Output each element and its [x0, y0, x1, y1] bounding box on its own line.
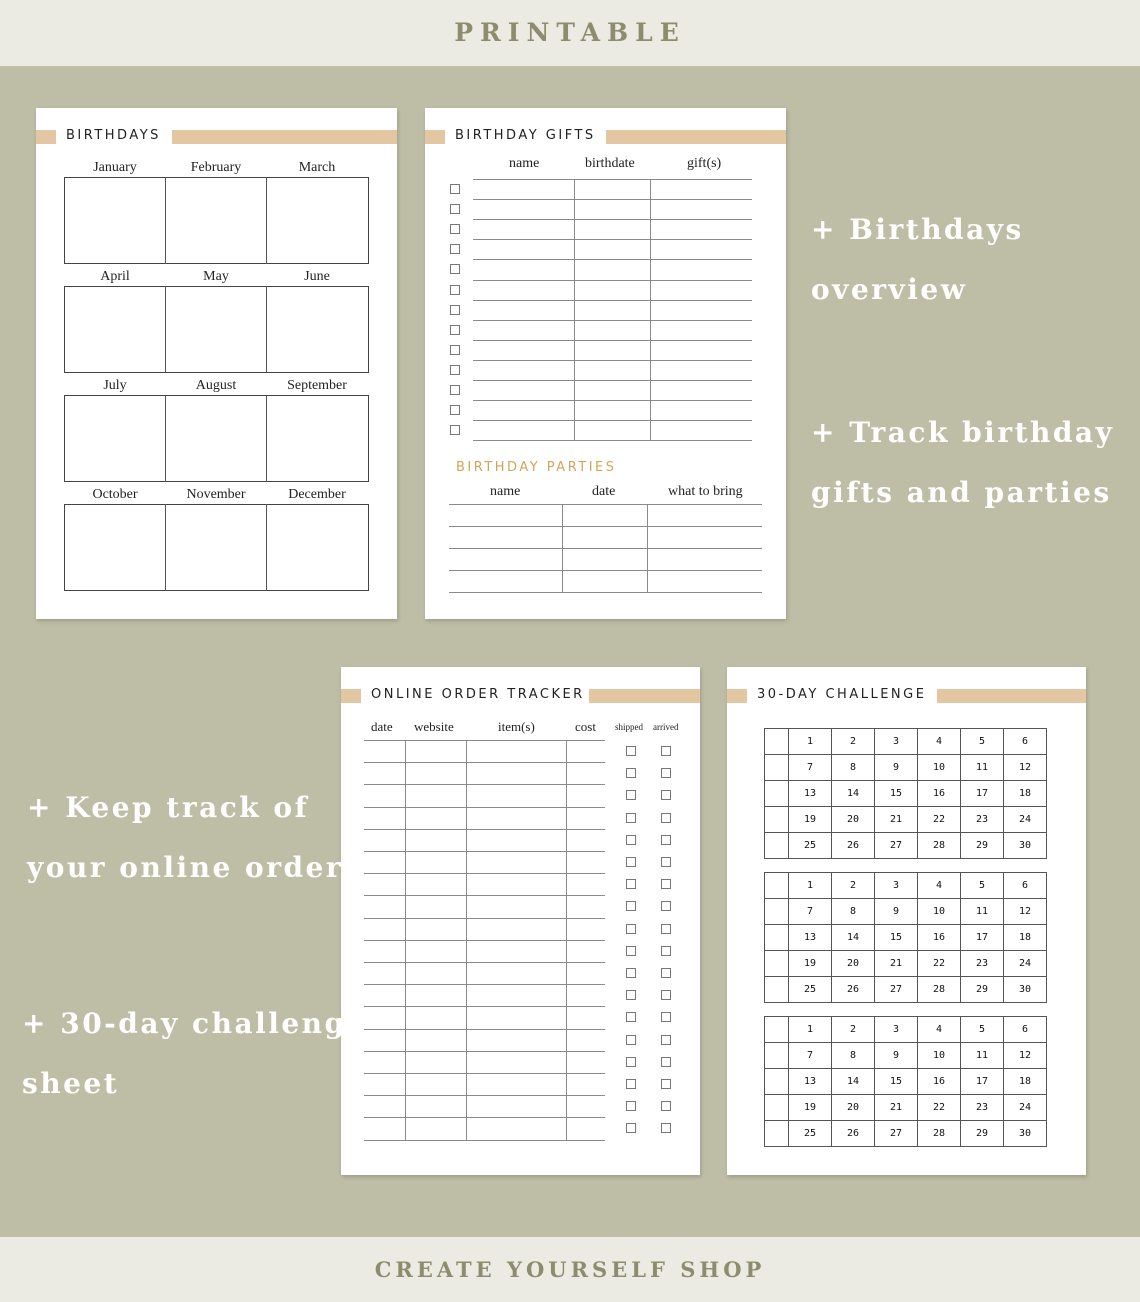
month-divider: [165, 504, 166, 591]
order-row-line: [364, 1117, 605, 1118]
challenge-row-label: [765, 755, 789, 781]
order-column-divider: [566, 740, 567, 1140]
challenge-day-cell[interactable]: 9: [875, 1043, 918, 1069]
gift-row-line: [473, 440, 752, 441]
challenge-day-cell[interactable]: 15: [875, 925, 918, 951]
party-row-line: [449, 548, 762, 549]
challenge-day-cell[interactable]: 5: [961, 729, 1004, 755]
challenge-day-cell[interactable]: 10: [918, 755, 961, 781]
shipped-checkbox[interactable]: [626, 1035, 636, 1045]
shipped-checkbox[interactable]: [626, 857, 636, 867]
promo-line: overview: [811, 273, 968, 306]
challenge-day-cell[interactable]: 4: [918, 729, 961, 755]
challenge-day-cell[interactable]: 2: [832, 1017, 875, 1043]
challenge-day-cell[interactable]: 18: [1004, 925, 1047, 951]
gift-column-divider: [650, 179, 651, 440]
order-row-line: [364, 851, 605, 852]
challenge-row: [765, 781, 1047, 807]
column-header-date: date: [371, 719, 393, 734]
30-day-challenge-sheet: [727, 667, 1086, 1175]
challenge-day-cell[interactable]: 28: [918, 1121, 961, 1147]
gift-row-line: [473, 300, 752, 301]
challenge-day-cell[interactable]: 30: [1004, 1121, 1047, 1147]
order-row-line: [364, 784, 605, 785]
gift-checkbox[interactable]: [450, 345, 460, 355]
order-row-line: [364, 940, 605, 941]
challenge-day-cell[interactable]: 8: [832, 1043, 875, 1069]
challenge-row-label: [765, 951, 789, 977]
challenge-row-label: [765, 1017, 789, 1043]
challenge-day-cell[interactable]: 13: [789, 925, 832, 951]
gift-row-line: [473, 400, 752, 401]
sheet-title: BIRTHDAY GIFTS: [455, 128, 596, 143]
promo-line: gifts and parties: [811, 476, 1112, 509]
challenge-row: [765, 755, 1047, 781]
challenge-row: [765, 807, 1047, 833]
month-label: August: [195, 378, 237, 393]
order-row-line: [364, 1029, 605, 1030]
challenge-day-cell[interactable]: 22: [918, 951, 961, 977]
parties-column-date: date: [592, 484, 616, 499]
challenge-row-label: [765, 1121, 789, 1147]
parties-column-what-to-bring: what to bring: [668, 484, 743, 499]
gift-checkbox[interactable]: [450, 425, 460, 435]
challenge-day-cell[interactable]: 3: [875, 1017, 918, 1043]
challenge-day-cell[interactable]: 2: [832, 729, 875, 755]
gift-checkbox[interactable]: [450, 244, 460, 254]
challenge-row-label: [765, 925, 789, 951]
shipped-checkbox[interactable]: [626, 790, 636, 800]
challenge-day-cell[interactable]: 21: [875, 1095, 918, 1121]
challenge-day-cell[interactable]: 10: [918, 899, 961, 925]
month-label: November: [186, 487, 246, 502]
shipped-checkbox[interactable]: [626, 768, 636, 778]
challenge-row: [765, 1095, 1047, 1121]
gift-row-line: [473, 280, 752, 281]
gift-checkbox[interactable]: [450, 365, 460, 375]
birthdays-sheet: [36, 108, 397, 619]
challenge-day-cell[interactable]: 7: [789, 755, 832, 781]
promo-birthdays: [811, 200, 1024, 320]
party-row-line: [449, 526, 762, 527]
gift-checkbox[interactable]: [450, 325, 460, 335]
shipped-checkbox[interactable]: [626, 1123, 636, 1133]
order-row-line: [364, 762, 605, 763]
sheet-title: 30-DAY CHALLENGE: [757, 687, 927, 702]
challenge-day-cell[interactable]: 27: [875, 977, 918, 1003]
shipped-checkbox[interactable]: [626, 1101, 636, 1111]
shipped-checkbox[interactable]: [626, 1079, 636, 1089]
shipped-checkbox[interactable]: [626, 879, 636, 889]
challenge-day-cell[interactable]: 17: [961, 925, 1004, 951]
arrived-checkbox[interactable]: [661, 901, 671, 911]
challenge-day-cell[interactable]: 29: [961, 977, 1004, 1003]
arrived-checkbox[interactable]: [661, 746, 671, 756]
challenge-row-label: [765, 729, 789, 755]
sheet-title: BIRTHDAYS: [66, 128, 161, 143]
month-label: January: [93, 160, 137, 175]
arrived-checkbox[interactable]: [661, 835, 671, 845]
challenge-day-cell[interactable]: 23: [961, 951, 1004, 977]
challenge-day-cell[interactable]: 23: [961, 1095, 1004, 1121]
order-row-line: [364, 895, 605, 896]
challenge-row: [765, 1069, 1047, 1095]
challenge-day-cell[interactable]: 4: [918, 1017, 961, 1043]
party-column-divider: [647, 504, 648, 592]
gift-checkbox[interactable]: [450, 305, 460, 315]
challenge-day-cell[interactable]: 21: [875, 951, 918, 977]
challenge-day-cell[interactable]: 1: [789, 1017, 832, 1043]
gift-checkbox[interactable]: [450, 385, 460, 395]
month-label: April: [100, 269, 130, 284]
challenge-day-cell[interactable]: 30: [1004, 833, 1047, 859]
challenge-day-cell[interactable]: 16: [918, 781, 961, 807]
challenge-day-cell[interactable]: 17: [961, 781, 1004, 807]
banner-title: PRINTABLE: [454, 18, 686, 47]
challenge-day-cell[interactable]: 25: [789, 977, 832, 1003]
arrived-checkbox[interactable]: [661, 946, 671, 956]
challenge-day-cell[interactable]: 25: [789, 1121, 832, 1147]
arrived-checkbox[interactable]: [661, 1079, 671, 1089]
challenge-day-cell[interactable]: 16: [918, 1069, 961, 1095]
challenge-day-cell[interactable]: 20: [832, 1095, 875, 1121]
challenge-day-cell[interactable]: 20: [832, 807, 875, 833]
month-divider: [165, 286, 166, 373]
promo-orders: [27, 778, 361, 898]
challenge-day-cell[interactable]: 19: [789, 951, 832, 977]
column-header-birthdate: birthdate: [585, 156, 635, 171]
challenge-day-cell[interactable]: 6: [1004, 873, 1047, 899]
arrived-checkbox[interactable]: [661, 924, 671, 934]
challenge-row-label: [765, 781, 789, 807]
challenge-day-cell[interactable]: 26: [832, 977, 875, 1003]
gift-row-line: [473, 219, 752, 220]
parties-title: BIRTHDAY PARTIES: [456, 460, 617, 475]
challenge-day-cell[interactable]: 14: [832, 1069, 875, 1095]
challenge-row-label: [765, 1043, 789, 1069]
challenge-day-cell[interactable]: 14: [832, 781, 875, 807]
party-column-divider: [562, 504, 563, 592]
arrived-checkbox[interactable]: [661, 790, 671, 800]
arrived-checkbox[interactable]: [661, 879, 671, 889]
challenge-day-cell[interactable]: 5: [961, 873, 1004, 899]
month-label: February: [190, 160, 242, 175]
challenge-day-cell[interactable]: 30: [1004, 977, 1047, 1003]
challenge-day-cell[interactable]: 13: [789, 1069, 832, 1095]
shipped-checkbox[interactable]: [626, 746, 636, 756]
challenge-day-cell[interactable]: 9: [875, 755, 918, 781]
arrived-checkbox[interactable]: [661, 857, 671, 867]
party-row-line: [449, 570, 762, 571]
column-header-items: item(s): [498, 719, 535, 734]
online-order-tracker-sheet: [341, 667, 700, 1175]
header-accent-bar: [341, 689, 361, 703]
shipped-checkbox[interactable]: [626, 990, 636, 1000]
month-label: October: [92, 487, 138, 502]
promo-line: your online orders: [27, 851, 362, 884]
gift-row-line: [473, 380, 752, 381]
month-divider: [266, 395, 267, 482]
challenge-day-cell[interactable]: 24: [1004, 1095, 1047, 1121]
challenge-row-label: [765, 1095, 789, 1121]
gift-row-line: [473, 239, 752, 240]
top-banner: [0, 0, 1140, 66]
birthday-gifts-sheet: [425, 108, 786, 619]
bottom-banner: [0, 1237, 1140, 1302]
arrived-checkbox[interactable]: [661, 990, 671, 1000]
month-row-box: [64, 395, 369, 482]
column-header-shipped: shipped: [615, 722, 643, 732]
challenge-row-label: [765, 833, 789, 859]
challenge-day-cell[interactable]: 8: [832, 755, 875, 781]
order-row-line: [364, 1095, 605, 1096]
header-accent-bar: [36, 130, 56, 144]
sheet-title: ONLINE ORDER TRACKER: [371, 687, 585, 702]
shipped-checkbox[interactable]: [626, 1057, 636, 1067]
challenge-day-cell[interactable]: 5: [961, 1017, 1004, 1043]
column-header-cost: cost: [575, 719, 596, 734]
gift-row-line: [473, 320, 752, 321]
challenge-day-cell[interactable]: 22: [918, 807, 961, 833]
shipped-checkbox[interactable]: [626, 946, 636, 956]
month-row-box: [64, 286, 369, 373]
shipped-checkbox[interactable]: [626, 1012, 636, 1022]
challenge-day-cell[interactable]: 4: [918, 873, 961, 899]
column-header-arrived: arrived: [653, 722, 679, 732]
challenge-day-cell[interactable]: 13: [789, 781, 832, 807]
gift-checkbox[interactable]: [450, 184, 460, 194]
promo-line: sheet: [22, 1067, 120, 1100]
shipped-checkbox[interactable]: [626, 901, 636, 911]
column-header-name: name: [509, 156, 540, 171]
arrived-checkbox[interactable]: [661, 1012, 671, 1022]
order-row-line: [364, 962, 605, 963]
column-header-gifts: gift(s): [687, 156, 722, 171]
arrived-checkbox[interactable]: [661, 1035, 671, 1045]
gift-checkbox[interactable]: [450, 285, 460, 295]
month-divider: [165, 395, 166, 482]
challenge-day-cell[interactable]: 2: [832, 873, 875, 899]
challenge-day-cell[interactable]: 25: [789, 833, 832, 859]
challenge-grid: [764, 872, 1047, 1003]
challenge-day-cell[interactable]: 28: [918, 833, 961, 859]
challenge-row: [765, 899, 1047, 925]
month-label: September: [287, 378, 347, 393]
gift-checkbox[interactable]: [450, 204, 460, 214]
promo-line: + 30-day challenge: [22, 1007, 367, 1040]
challenge-row: [765, 925, 1047, 951]
arrived-checkbox[interactable]: [661, 968, 671, 978]
challenge-row: [765, 833, 1047, 859]
promo-challenge: [22, 994, 367, 1114]
order-row-line: [364, 984, 605, 985]
promo-line: + Track birthday: [811, 416, 1115, 449]
challenge-day-cell[interactable]: 11: [961, 1043, 1004, 1069]
arrived-checkbox[interactable]: [661, 1057, 671, 1067]
challenge-day-cell[interactable]: 12: [1004, 1043, 1047, 1069]
challenge-day-cell[interactable]: 23: [961, 807, 1004, 833]
challenge-day-cell[interactable]: 11: [961, 755, 1004, 781]
month-divider: [266, 177, 267, 264]
challenge-day-cell[interactable]: 18: [1004, 781, 1047, 807]
shipped-checkbox[interactable]: [626, 813, 636, 823]
arrived-checkbox[interactable]: [661, 1123, 671, 1133]
challenge-row-label: [765, 807, 789, 833]
challenge-day-cell[interactable]: 8: [832, 899, 875, 925]
arrived-checkbox[interactable]: [661, 813, 671, 823]
challenge-row-label: [765, 1069, 789, 1095]
challenge-row-label: [765, 873, 789, 899]
month-row-box: [64, 504, 369, 591]
challenge-day-cell[interactable]: 12: [1004, 755, 1047, 781]
challenge-day-cell[interactable]: 27: [875, 833, 918, 859]
gift-row-line: [473, 360, 752, 361]
challenge-day-cell[interactable]: 7: [789, 899, 832, 925]
order-column-divider: [466, 740, 467, 1140]
month-label: July: [103, 378, 127, 393]
arrived-checkbox[interactable]: [661, 768, 671, 778]
challenge-day-cell[interactable]: 3: [875, 873, 918, 899]
challenge-day-cell[interactable]: 6: [1004, 729, 1047, 755]
arrived-checkbox[interactable]: [661, 1101, 671, 1111]
promo-line: + Keep track of: [27, 791, 310, 824]
header-accent-bar: [606, 130, 786, 144]
challenge-day-cell[interactable]: 18: [1004, 1069, 1047, 1095]
challenge-day-cell[interactable]: 19: [789, 1095, 832, 1121]
challenge-grid: [764, 728, 1047, 859]
challenge-day-cell[interactable]: 11: [961, 899, 1004, 925]
challenge-row: [765, 873, 1047, 899]
column-header-website: website: [414, 719, 454, 734]
challenge-day-cell[interactable]: 3: [875, 729, 918, 755]
promo-line: + Birthdays: [811, 213, 1024, 246]
order-row-line: [364, 918, 605, 919]
challenge-day-cell[interactable]: 14: [832, 925, 875, 951]
challenge-row: [765, 951, 1047, 977]
challenge-row-label: [765, 977, 789, 1003]
challenge-day-cell[interactable]: 22: [918, 1095, 961, 1121]
challenge-day-cell[interactable]: 29: [961, 833, 1004, 859]
gift-row-line: [473, 179, 752, 180]
gift-row-line: [473, 420, 752, 421]
shipped-checkbox[interactable]: [626, 835, 636, 845]
challenge-day-cell[interactable]: 15: [875, 1069, 918, 1095]
challenge-row: [765, 1017, 1047, 1043]
month-divider: [266, 286, 267, 373]
challenge-day-cell[interactable]: 24: [1004, 807, 1047, 833]
party-row-line: [449, 592, 762, 593]
challenge-grid: [764, 1016, 1047, 1147]
gift-row-line: [473, 259, 752, 260]
month-row-box: [64, 177, 369, 264]
order-row-line: [364, 740, 605, 741]
challenge-row: [765, 1043, 1047, 1069]
shipped-checkbox[interactable]: [626, 968, 636, 978]
challenge-day-cell[interactable]: 26: [832, 1121, 875, 1147]
challenge-day-cell[interactable]: 7: [789, 1043, 832, 1069]
order-row-line: [364, 1006, 605, 1007]
challenge-day-cell[interactable]: 1: [789, 729, 832, 755]
month-label: December: [288, 487, 346, 502]
challenge-day-cell[interactable]: 24: [1004, 951, 1047, 977]
order-column-divider: [405, 740, 406, 1140]
order-row-line: [364, 807, 605, 808]
challenge-day-cell[interactable]: 16: [918, 925, 961, 951]
challenge-day-cell[interactable]: 28: [918, 977, 961, 1003]
challenge-day-cell[interactable]: 1: [789, 873, 832, 899]
challenge-day-cell[interactable]: 19: [789, 807, 832, 833]
gift-column-divider: [574, 179, 575, 440]
challenge-row: [765, 1121, 1047, 1147]
header-accent-bar: [172, 130, 397, 144]
promo-gifts: [811, 403, 1114, 523]
challenge-row-label: [765, 899, 789, 925]
shop-name: CREATE YOURSELF SHOP: [374, 1257, 766, 1282]
challenge-day-cell[interactable]: 10: [918, 1043, 961, 1069]
order-row-line: [364, 829, 605, 830]
party-row-line: [449, 504, 762, 505]
order-row-line: [364, 1140, 605, 1141]
month-label: June: [304, 269, 330, 284]
order-row-line: [364, 1051, 605, 1052]
challenge-day-cell[interactable]: 27: [875, 1121, 918, 1147]
gift-row-line: [473, 199, 752, 200]
challenge-day-cell[interactable]: 12: [1004, 899, 1047, 925]
challenge-row: [765, 977, 1047, 1003]
header-accent-bar: [589, 689, 700, 703]
month-label: May: [203, 269, 229, 284]
gift-checkbox[interactable]: [450, 405, 460, 415]
order-row-line: [364, 1073, 605, 1074]
order-row-line: [364, 873, 605, 874]
challenge-day-cell[interactable]: 21: [875, 807, 918, 833]
month-divider: [266, 504, 267, 591]
challenge-day-cell[interactable]: 26: [832, 833, 875, 859]
month-divider: [165, 177, 166, 264]
challenge-day-cell[interactable]: 6: [1004, 1017, 1047, 1043]
challenge-row: [765, 729, 1047, 755]
challenge-day-cell[interactable]: 29: [961, 1121, 1004, 1147]
gift-checkbox[interactable]: [450, 224, 460, 234]
challenge-day-cell[interactable]: 9: [875, 899, 918, 925]
month-label: March: [298, 160, 336, 175]
header-accent-bar: [425, 130, 445, 144]
challenge-day-cell[interactable]: 20: [832, 951, 875, 977]
parties-column-name: name: [490, 484, 521, 499]
gift-checkbox[interactable]: [450, 264, 460, 274]
shipped-checkbox[interactable]: [626, 924, 636, 934]
header-accent-bar: [937, 689, 1086, 703]
challenge-day-cell[interactable]: 17: [961, 1069, 1004, 1095]
challenge-day-cell[interactable]: 15: [875, 781, 918, 807]
gift-row-line: [473, 340, 752, 341]
header-accent-bar: [727, 689, 747, 703]
